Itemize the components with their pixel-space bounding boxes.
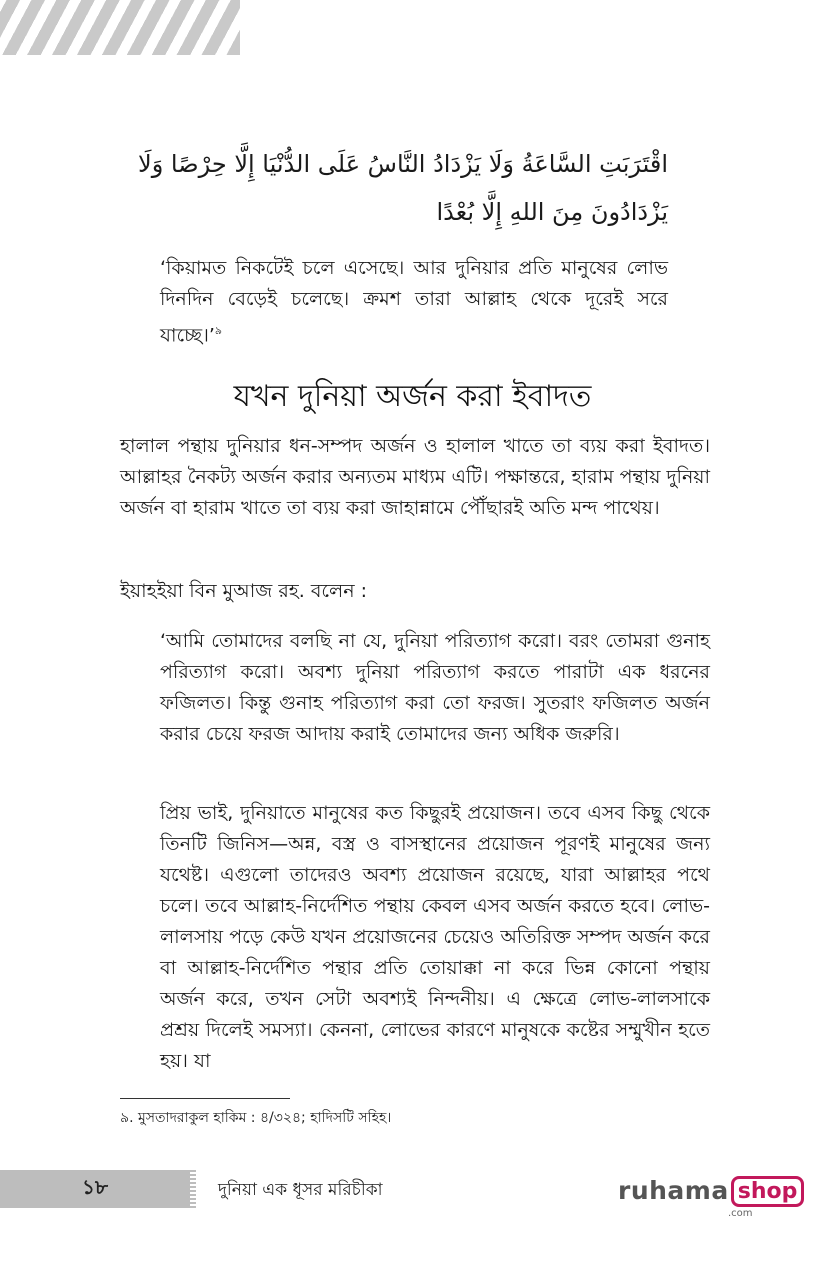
paragraph-2: প্রিয় ভাই, দুনিয়াতে মানুষের কত কিছুরই প্রয়োজন। তবে এসব কিছু থেকে তিনটি জিনিস—অন্ন, বস্ত্র ও বাসস্থানের প্রয়োজন পূরণই মানুষের জন্য যথেষ্ট। এগুলো তাদেরও অবশ্য প্রয়োজন রয়েছে, যারা আল্লাহর পথে চলে। তবে আল্লাহ-নির্দেশিত পন্থায় কেবল এসব অর্জন করতে হবে। লোভ-লালসায় পড়ে কেউ যখন প্রয়োজনের চেয়েও অতিরিক্ত সম্পদ অর্জন করে বা আল্লাহ-নির্দেশিত পন্থার প্রতি তোয়াক্কা না করে ভিন্ন কোনো পন্থায় অর্জন করে, তখন সেটা অবশ্যই নিন্দনীয়। এ ক্ষেত্রে লোভ-লালসাকে প্রশ্রয় দিলেই সমস্যা। কেননা, লোভের কারণে মানুষকে কষ্টের সম্মুখীন হতে হয়। যা <box>160 802 710 1072</box>
brand-logo-domain: .com <box>728 1208 753 1219</box>
brand-logo <box>618 1176 804 1219</box>
brand-logo-text: ruhama <box>618 1176 729 1205</box>
block-quote: ‘আমি তোমাদের বলছি না যে, দুনিয়া পরিত্যাগ করো। বরং তোমরা গুনাহ পরিত্যাগ করো। অবশ্য দুনিয়া পরিত্যাগ করতে পারাটা এক ধরনের ফজিলত। কিন্তু গুনাহ পরিত্যাগ করা তো ফরজ। সুতরাং ফজিলত অর্জন করার চেয়ে ফরজ আদায় করাই তোমাদের জন্য অধিক জরুরি। <box>160 630 710 745</box>
footer-book-title: দুনিয়া এক ধূসর মরিচীকা <box>218 1180 383 1200</box>
section-heading: যখন দুনিয়া অর্জন করা ইবাদত <box>233 379 592 414</box>
paragraph-1: হালাল পন্থায় দুনিয়ার ধন-সম্পদ অর্জন ও হালাল খাতে তা ব্যয় করা ইবাদত। আল্লাহর নৈকট্য অর্জন করার অন্যতম মাধ্যম এটি। পক্ষান্তরে, হারাম পন্থায় দুনিয়া অর্জন বা হারাম খাতে তা ব্যয় করা জাহান্নামে পৌঁছারই অতি মন্দ পাথেয়। <box>120 435 710 519</box>
corner-stripe-decoration <box>0 0 240 55</box>
verse-translation-text: ‘কিয়ামত নিকটেই চলে এসেছে। আর দুনিয়ার প্রতি মানুষের লোভ দিনদিন বেড়েই চলেছে। ক্রমশ তারা আল্লাহ থেকে দূরেই সরে যাচ্ছে।’ <box>160 257 668 347</box>
quote-intro: ইয়াহইয়া বিন মুআজ রহ. বলেন : <box>120 580 367 602</box>
arabic-verse-line-1: اقْتَرَبَتِ السَّاعَةُ وَلَا يَزْدَادُ النَّاسُ عَلَى الدُّنْيَا إِلَّا حِرْصًا وَلَا <box>138 150 668 178</box>
verse-translation <box>160 253 668 351</box>
arabic-verse-line-2: يَزْدَادُونَ مِنَ اللهِ إِلَّا بُعْدًا <box>436 198 668 226</box>
page-number: ১৮ <box>82 1174 108 1199</box>
footer-page-bar <box>0 1170 190 1208</box>
footnote: ৯. মুসতাদরাকুল হাকিম : ৪/৩২৪; হাদিসটি সহিহ। <box>120 1110 392 1126</box>
brand-logo-badge: shop <box>731 1176 805 1207</box>
footnote-divider <box>120 1098 290 1099</box>
footnote-ref: ৯ <box>214 324 223 337</box>
